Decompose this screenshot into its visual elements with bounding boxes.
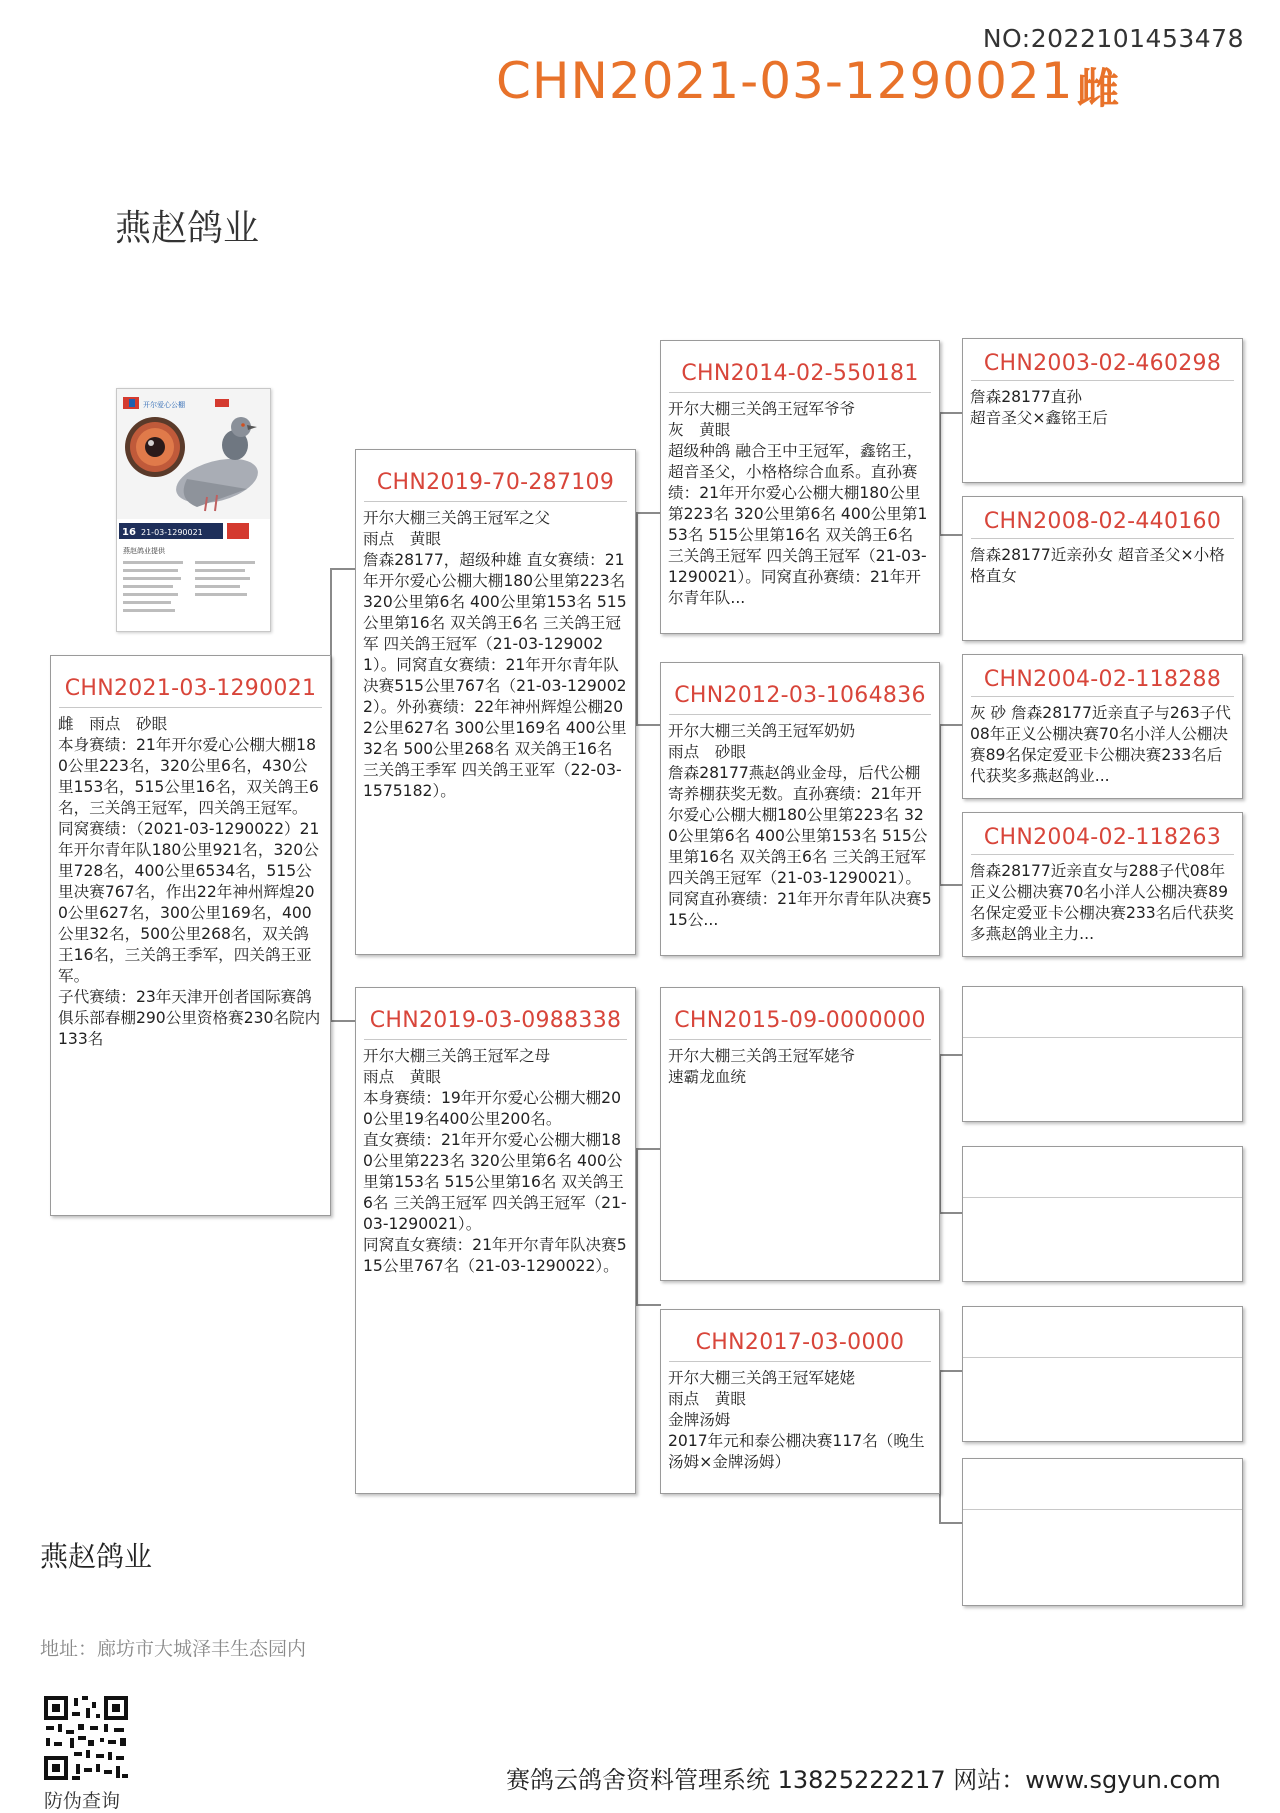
main-ring-number: CHN2021-03-1290021 (496, 52, 1074, 110)
sss-details: 詹森28177直孙 超音圣父×鑫铭王后 (970, 388, 1108, 427)
dam-details: 开尔大棚三关鸽王冠军之母 雨点 黄眼 本身赛绩：19年开尔爱心公棚大棚200公里19名400公里200名。 直女赛绩：21年开尔爱心公棚大棚180公里第223名 320公里第6名 400公里第153名 515公里第16名 双关鸽王6名 三关鸽王冠军 四关鸽王冠军（21-03-1290021）。 同窝直女赛绩：21年开尔青年队决赛515公里767名（21-03-1290022）。 (363, 1047, 627, 1275)
pedigree-dam-sire (660, 987, 940, 1281)
sdd-ring: CHN2004-02-118263 (971, 813, 1234, 855)
connector-line (939, 1370, 963, 1372)
certificate-number: NO:2022101453478 (982, 24, 1244, 53)
pigeon-photo (117, 389, 271, 632)
brand-logo-icon (123, 397, 139, 409)
connector-line (939, 1212, 963, 1214)
dam-sire-ring: CHN2015-09-0000000 (669, 988, 931, 1040)
pedigree-dam-dam (660, 1309, 940, 1494)
address: 地址：廊坊市大城泽丰生态园内 (40, 1638, 307, 1660)
loft-name-bottom: 燕赵鸽业 (40, 1540, 153, 1573)
ssd-details: 詹森28177近亲孙女 超音圣父×小格格直女 (970, 546, 1225, 585)
sex-label: 雌 (1077, 64, 1120, 113)
pedigree-empty-box (962, 1306, 1243, 1442)
pedigree-sire-dam (660, 662, 940, 956)
sss-ring: CHN2003-02-460298 (971, 339, 1234, 381)
card-ring: 21-03-1290021 (141, 528, 203, 537)
connector-line (636, 724, 661, 726)
sire-dam-details: 开尔大棚三关鸽王冠军奶奶 雨点 砂眼 詹森28177燕赵鸽业金母，后代公棚寄养棚获奖无数。直孙赛绩：21年开尔爱心公棚大棚180公里第223名 320公里第6名 400公里第153名 515公里第16名 双关鸽王6名 三关鸽王冠军 四关鸽王冠军（21-03-1290021）。同窝直孙赛绩：21年开尔青年队决赛515公... (668, 722, 932, 929)
connector-line (636, 1304, 661, 1306)
dam-dam-details: 开尔大棚三关鸽王冠军姥姥 雨点 黄眼 金牌汤姆 2017年元和泰公棚决赛117名（晚生汤姆×金牌汤姆） (668, 1369, 925, 1471)
pedigree-sds (962, 654, 1243, 799)
connector-line (939, 724, 963, 726)
connector-line (939, 1522, 963, 1524)
connector-line (636, 1148, 638, 1306)
dam-dam-ring: CHN2017-03-0000 (669, 1310, 931, 1362)
connector-line (636, 512, 661, 514)
dam-ring: CHN2019-03-0988338 (364, 988, 627, 1040)
connector-line (939, 412, 963, 414)
footer-system-info: 赛鸽云鸽舍资料管理系统 13825222217 网站：www.sgyun.com (506, 1766, 1221, 1794)
qr-caption: 防伪查询 (44, 1790, 121, 1812)
card-loft: 燕赵鸽业提供 (123, 547, 165, 555)
pedigree-empty-box (962, 986, 1243, 1122)
subject-ring: CHN2021-03-1290021 (59, 656, 322, 708)
pedigree-empty-box (962, 1458, 1243, 1606)
pedigree-sire-sire (660, 340, 940, 634)
connector-line (939, 534, 963, 536)
connector-line (330, 568, 356, 570)
subject-details: 雌 雨点 砂眼 本身赛绩：21年开尔爱心公棚大棚180公里223名，320公里6名，430公里153名，515公里16名，双关鸽王6名，三关鸽王冠军，四关鸽王冠军。 同窝赛绩：（2021-03-1290022）21年开尔青年队180公里921名，320公里728名，400公里6534名，515公里决赛767名，作出22年神州辉煌200公里627名，300公里169名，400公里32名，500公里268名，双关鸽王16名，三关鸽王季军，四关鸽王亚军。 子代赛绩：23年天津开创者国际赛鸽俱乐部春棚290公里资格赛230名院内133名 (58, 715, 321, 1048)
pedigree-sire (355, 449, 636, 955)
sds-ring: CHN2004-02-118288 (971, 655, 1234, 697)
loft-name-top: 燕赵鸽业 (115, 208, 260, 249)
sire-details: 开尔大棚三关鸽王冠军之父 雨点 黄眼 詹森28177，超级种雄 直女赛绩：21年开尔爱心公棚大棚180公里第223名 320公里第6名 400公里第153名 515公里第16名 双关鸽王6名 三关鸽王冠军 四关鸽王冠军（21-03-1290021）。同窝直女赛绩：21年开尔青年队决赛515公里767名（21-03-1290022）。外孙赛绩：22年神州辉煌公棚202公里627名 300公里169名 400公里32名 500公里268名 双关鸽王16名 三关鸽王季军 四关鸽王亚军（22-03-1575182）。 (363, 509, 627, 800)
connector-line (636, 512, 638, 726)
connector-line (636, 1148, 661, 1150)
dam-sire-details: 开尔大棚三关鸽王冠军姥爷 速霸龙血统 (668, 1047, 856, 1086)
qr-code-icon[interactable] (42, 1694, 130, 1782)
connector-line (330, 1020, 356, 1022)
pigeon-photo-card (116, 388, 271, 632)
pedigree-sss (962, 338, 1243, 483)
pedigree-ssd (962, 496, 1243, 641)
pedigree-subject (50, 655, 331, 1216)
card-number: 16 (122, 527, 136, 538)
sds-details: 灰 砂 詹森28177近亲直子与263子代08年正义公棚决赛70名小洋人公棚决赛89名保定爱亚卡公棚决赛233名后代获奖多燕赵鸽业... (970, 704, 1231, 785)
pedigree-dam (355, 987, 636, 1494)
card-brand: 开尔爱心公棚 (143, 401, 185, 409)
sire-dam-ring: CHN2012-03-1064836 (669, 663, 931, 715)
connector-line (939, 884, 963, 886)
sire-ring: CHN2019-70-287109 (364, 450, 627, 502)
sdd-details: 詹森28177近亲直女与288子代08年正义公棚决赛70名小洋人公棚决赛89名保定爱亚卡公棚决赛233名后代获奖多燕赵鸽业主力... (970, 862, 1234, 943)
connector-line (939, 1054, 963, 1056)
sire-sire-ring: CHN2014-02-550181 (669, 341, 931, 393)
ssd-ring: CHN2008-02-440160 (971, 497, 1234, 539)
pedigree-sdd (962, 812, 1243, 957)
sire-sire-details: 开尔大棚三关鸽王冠军爷爷 灰 黄眼 超级种鸽 融合王中王冠军，鑫铭王，超音圣父，小格格综合血系。直孙赛绩：21年开尔爱心公棚大棚180公里第223名 320公里第6名 400公里第153名 515公里第16名 双关鸽王6名 三关鸽王冠军 四关鸽王冠军（21-03-1290021）。同窝直孙赛绩：21年开尔青年队... (668, 400, 928, 607)
pedigree-empty-box (962, 1146, 1243, 1282)
